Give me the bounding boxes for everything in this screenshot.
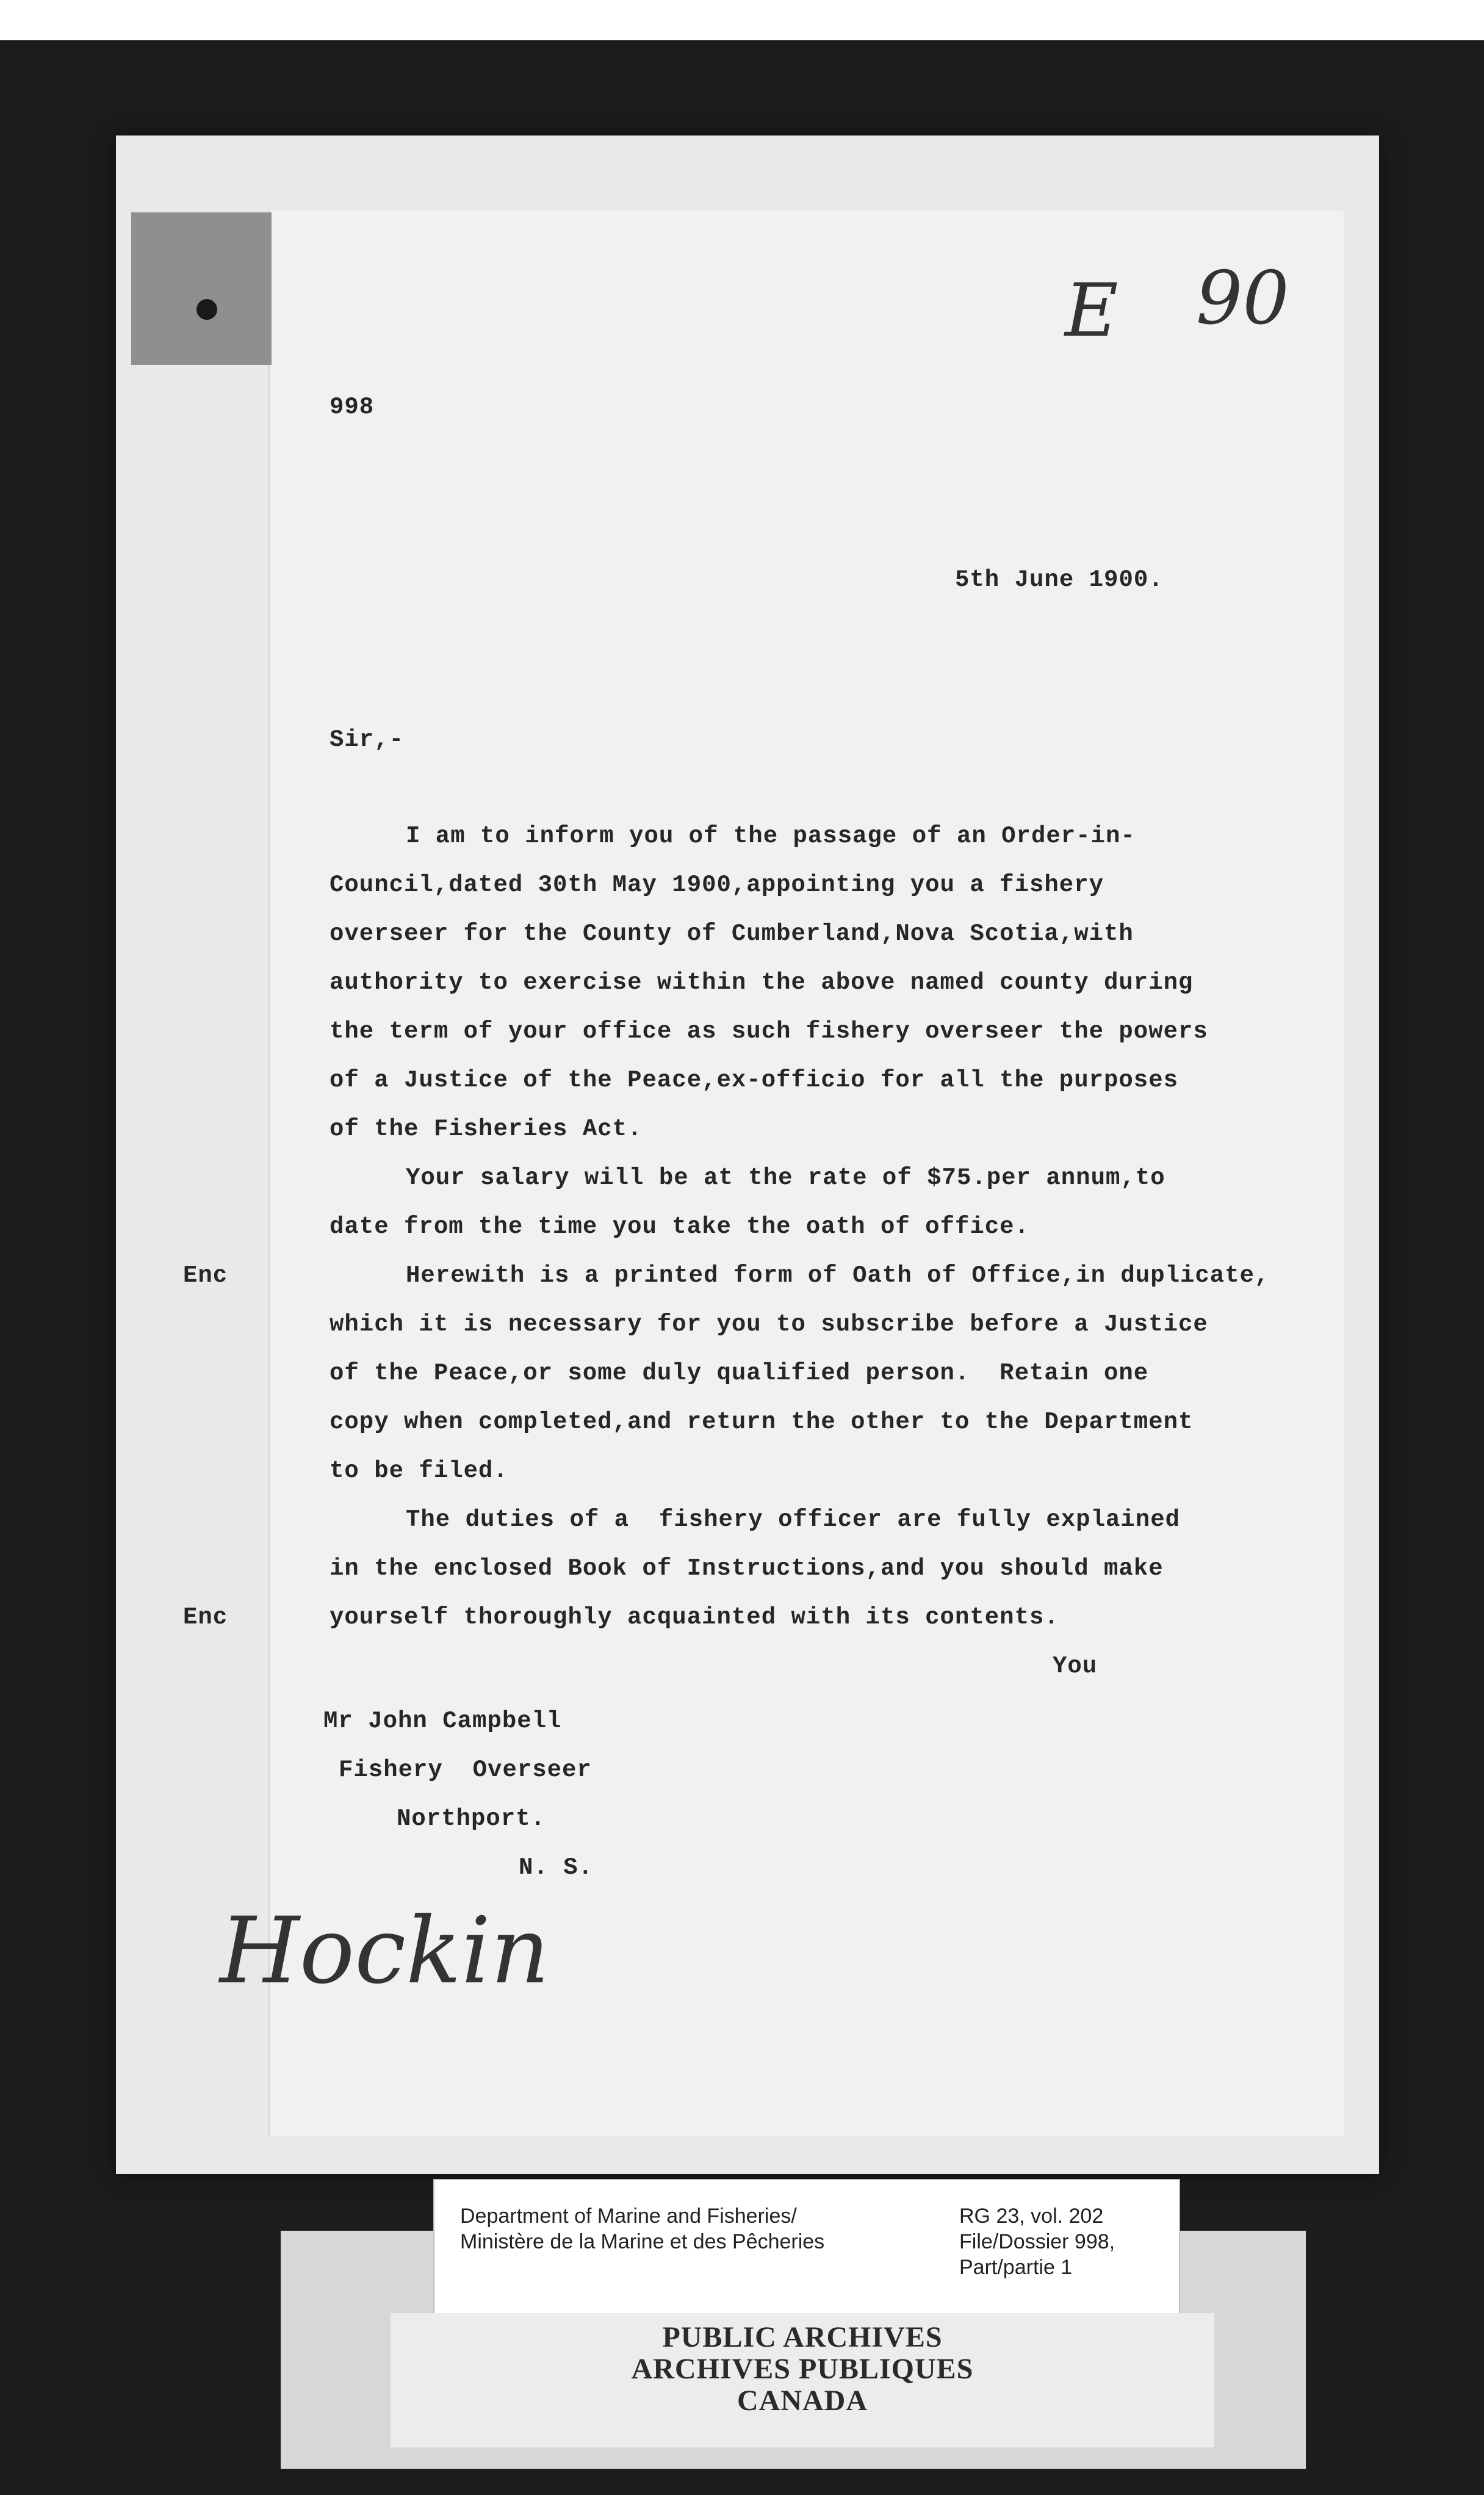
file-dossier: File/Dossier 998, xyxy=(959,2230,1115,2253)
letter-date: 5th June 1900. xyxy=(955,566,1164,593)
body-line: The duties of a fishery officer are fully explained xyxy=(406,1506,1180,1533)
body-line: Council,dated 30th May 1900,appointing you a fishery xyxy=(330,872,1104,898)
margin-note-enc: Enc xyxy=(183,1604,228,1631)
closing: You xyxy=(1053,1653,1098,1680)
punch-hole xyxy=(196,299,217,320)
stamp-line-fr: ARCHIVES PUBLIQUES xyxy=(631,2353,974,2385)
body-line: of the Peace,or some duly qualified person. Retain one xyxy=(330,1360,1149,1387)
addressee-town: Northport. xyxy=(397,1805,546,1832)
body-line: the term of your office as such fishery overseer the powers xyxy=(330,1018,1208,1045)
salutation: Sir,- xyxy=(330,726,405,753)
body-line: to be filed. xyxy=(330,1457,508,1484)
body-line: authority to exercise within the above named county during xyxy=(330,969,1194,996)
addressee-name: Mr John Campbell xyxy=(323,1708,562,1735)
body-line: Herewith is a printed form of Oath of Office,in duplicate, xyxy=(406,1262,1270,1289)
body-line: of the Fisheries Act. xyxy=(330,1116,643,1143)
body-line: yourself thoroughly acquainted with its contents. xyxy=(330,1604,1059,1631)
handwritten-letter: E xyxy=(1065,269,1118,353)
margin-note-enc: Enc xyxy=(183,1262,228,1289)
body-line: overseer for the County of Cumberland,Nova Scotia,with xyxy=(330,920,1134,947)
public-archives-stamp xyxy=(391,2313,1214,2447)
archive-reference-label xyxy=(433,2179,1180,2316)
stamp-line-country: CANADA xyxy=(737,2385,868,2417)
body-line: I am to inform you of the passage of an Order-in- xyxy=(406,823,1136,850)
stamp-line-en: PUBLIC ARCHIVES xyxy=(662,2321,943,2353)
department-name-fr: Ministère de la Marine et des Pêcheries xyxy=(460,2230,825,2253)
body-line: copy when completed,and return the other to the Department xyxy=(330,1409,1194,1435)
body-line: Your salary will be at the rate of $75.per annum,to xyxy=(406,1164,1165,1191)
body-line: date from the time you take the oath of office. xyxy=(330,1213,1029,1240)
part-partie: Part/partie 1 xyxy=(959,2256,1073,2279)
record-group: RG 23, vol. 202 xyxy=(959,2204,1104,2228)
body-line: which it is necessary for you to subscribe before a Justice xyxy=(330,1311,1208,1338)
department-name-en: Department of Marine and Fisheries/ xyxy=(460,2204,797,2228)
body-line: of a Justice of the Peace,ex-officio for all the purposes xyxy=(330,1067,1179,1094)
addressee-title: Fishery Overseer xyxy=(339,1757,592,1783)
file-number: 998 xyxy=(330,394,375,421)
body-line: in the enclosed Book of Instructions,and you should make xyxy=(330,1555,1164,1582)
corner-tab xyxy=(131,212,272,365)
handwritten-signature: Hockin xyxy=(220,1898,550,2004)
addressee-province: N. S. xyxy=(519,1854,594,1881)
handwritten-folio-number: 90 xyxy=(1196,256,1289,341)
